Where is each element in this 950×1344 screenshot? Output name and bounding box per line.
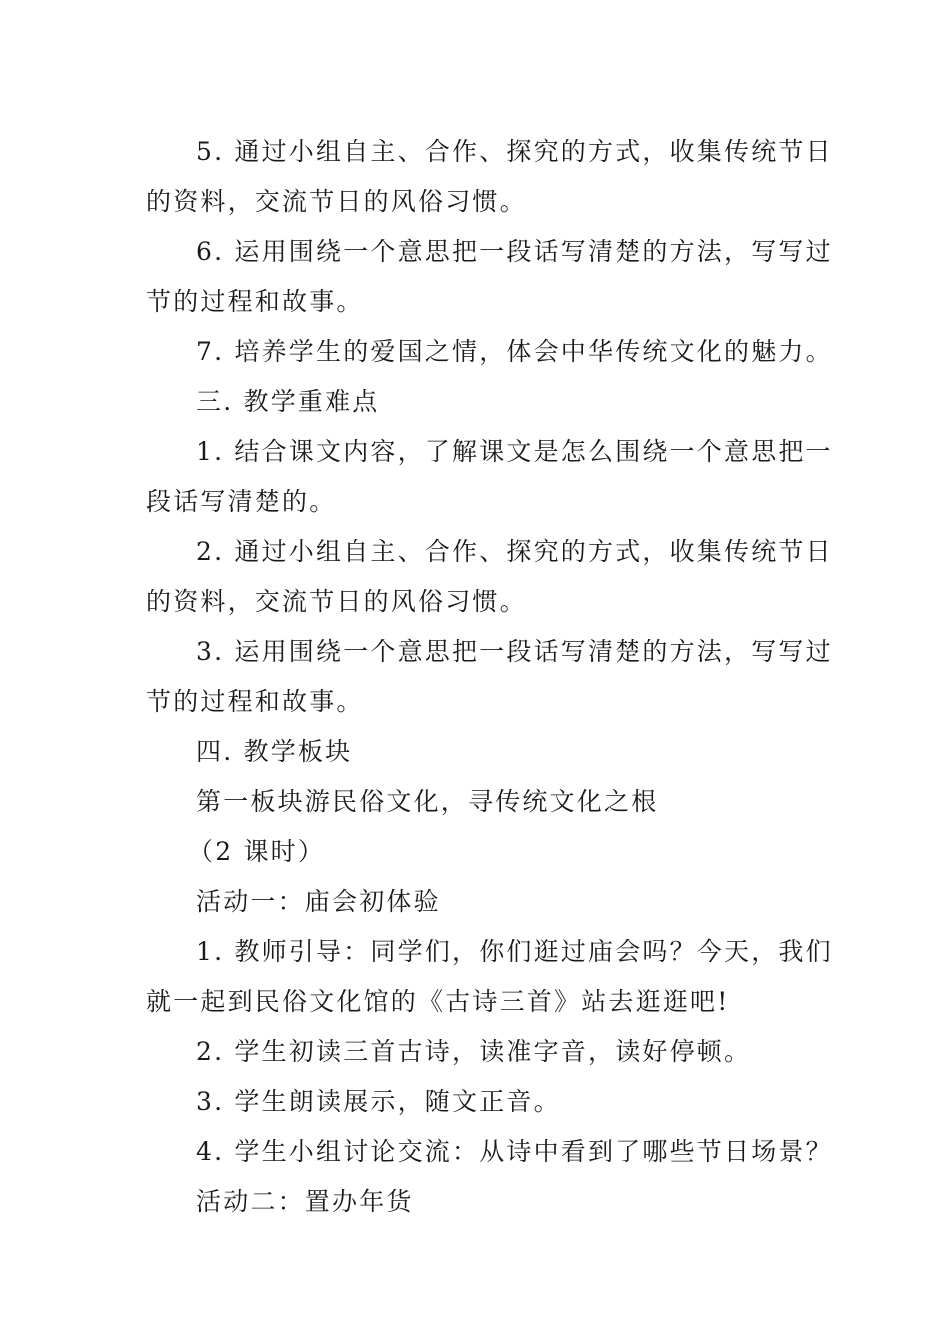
key-point-3-line-2: 节的过程和故事。	[146, 687, 364, 716]
activity-1-step-3: 3. 学生朗读展示，随文正音。	[196, 1087, 561, 1116]
module-title: 第一板块游民俗文化，寻传统文化之根	[196, 787, 659, 816]
activity-1-step-1-line-2: 就一起到民俗文化馆的《古诗三首》站去逛逛吧!	[146, 987, 730, 1016]
key-point-1-line-1: 1. 结合课文内容，了解课文是怎么围绕一个意思把一	[196, 437, 833, 466]
activity-2-heading: 活动二：置办年货	[196, 1187, 414, 1216]
key-point-3-line-1: 3. 运用围绕一个意思把一段话写清楚的方法，写写过	[196, 637, 833, 666]
activity-1-step-4: 4. 学生小组讨论交流：从诗中看到了哪些节日场景？	[196, 1137, 833, 1166]
list-item-7: 7. 培养学生的爱国之情，体会中华传统文化的魅力。	[196, 337, 833, 366]
key-point-1-line-2: 段话写清楚的。	[146, 487, 337, 516]
key-point-2-line-1: 2. 通过小组自主、合作、探究的方式，收集传统节日	[196, 537, 833, 566]
section-heading-4: 四. 教学板块	[196, 737, 353, 766]
key-point-2-line-2: 的资料，交流节日的风俗习惯。	[146, 587, 527, 616]
list-item-6-line-2: 节的过程和故事。	[146, 287, 364, 316]
activity-1-step-1-line-1: 1. 教师引导：同学们，你们逛过庙会吗？今天，我们	[196, 937, 833, 966]
list-item-6-line-1: 6. 运用围绕一个意思把一段话写清楚的方法，写写过	[196, 237, 833, 266]
list-item-5-line-2: 的资料，交流节日的风俗习惯。	[146, 187, 527, 216]
section-heading-3: 三. 教学重难点	[196, 387, 380, 416]
list-item-5-line-1: 5. 通过小组自主、合作、探究的方式，收集传统节日	[196, 137, 833, 166]
module-duration: （2 课时）	[188, 837, 326, 866]
document-body	[146, 127, 833, 1227]
activity-1-heading: 活动一：庙会初体验	[196, 887, 441, 916]
activity-1-step-2: 2. 学生初读三首古诗，读准字音，读好停顿。	[196, 1037, 752, 1066]
